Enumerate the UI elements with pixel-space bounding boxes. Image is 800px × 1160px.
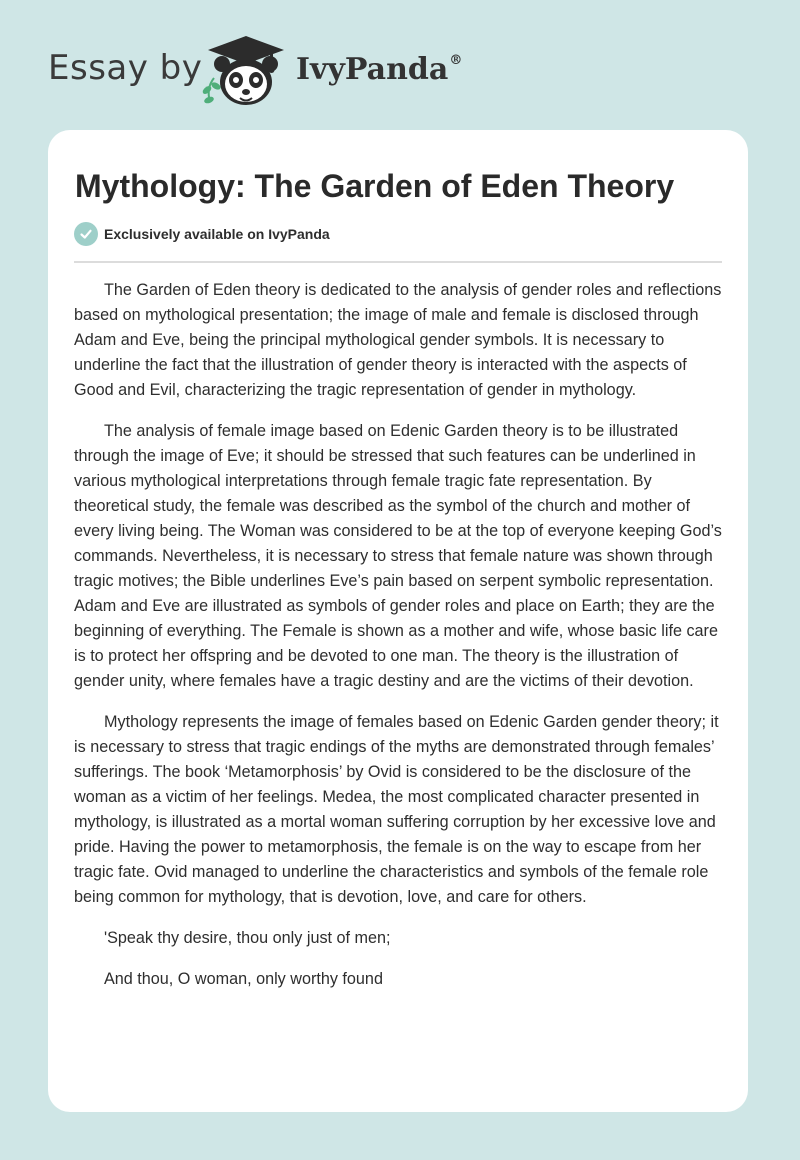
exclusive-badge — [74, 222, 330, 246]
site-header — [0, 0, 800, 130]
panda-graduate-icon[interactable] — [198, 30, 294, 112]
badge-text: Exclusively available on IvyPanda — [104, 226, 330, 242]
quote-line: And thou, O woman, only worthy found — [104, 970, 383, 988]
divider — [74, 261, 722, 263]
paragraph: The Garden of Eden theory is dedicated to the analysis of gender roles and reflections based on mythological presentation; the image of male and female is disclosed through Adam and Eve, being the principal mythological gender symbols. It is necessary to underline the fact that the illustration of gender theory is interacted with the aspects of Good and Evil, characterizing the tragic representation of gender in mythology. — [74, 281, 722, 399]
brand-prefix: Essay by — [48, 48, 203, 88]
paragraph: Mythology represents the image of females based on Edenic Garden gender theory; it is necessary to stress that tragic endings of the myths are demonstrated through females’ sufferings. The book ‘Metamorphosis’ by Ovid is considered to be the disclosure of the woman as a victim of her feelings. Medea, the most complicated character presented in mythology, is illustrated as a mortal woman suffering corruption by her excessive love and pride. Having the power to metamorphosis, the female is on the way to escape from her tragic fate. Ovid managed to underline the characteristics and symbols of the female role being common for mythology, that is devotion, love, and care for others. — [74, 713, 719, 906]
checkmark-icon — [74, 222, 98, 246]
essay-body — [74, 278, 724, 1008]
quote-line: 'Speak thy desire, thou only just of men; — [104, 929, 391, 947]
registered-mark: ® — [449, 53, 463, 68]
essay-card — [48, 130, 748, 1112]
paragraph: The analysis of female image based on Edenic Garden theory is to be illustrated through the image of Eve; it should be stressed that such features can be underlined in various mythological interpretations through female tragic fate representation. By theoretical study, the female was described as the symbol of the church and mother of every living being. The Woman was considered to be at the top of everyone keeping God’s commands. Nevertheless, it is necessary to stress that female nature was shown through tragic motives; the Bible underlines Eve’s pain based on serpent symbolic representation. Adam and Eve are illustrated as symbols of gender roles and place on Earth; they are the beginning of everything. The Female is shown as a mother and wife, whose basic life care is to protect her offspring and be devoted to one man. The theory is the illustration of gender unity, where females have a tragic destiny and are the victims of their devotion. — [74, 422, 722, 690]
page-title: Mythology: The Garden of Eden Theory — [75, 168, 675, 204]
brand-name[interactable]: IvyPanda® — [296, 52, 463, 87]
